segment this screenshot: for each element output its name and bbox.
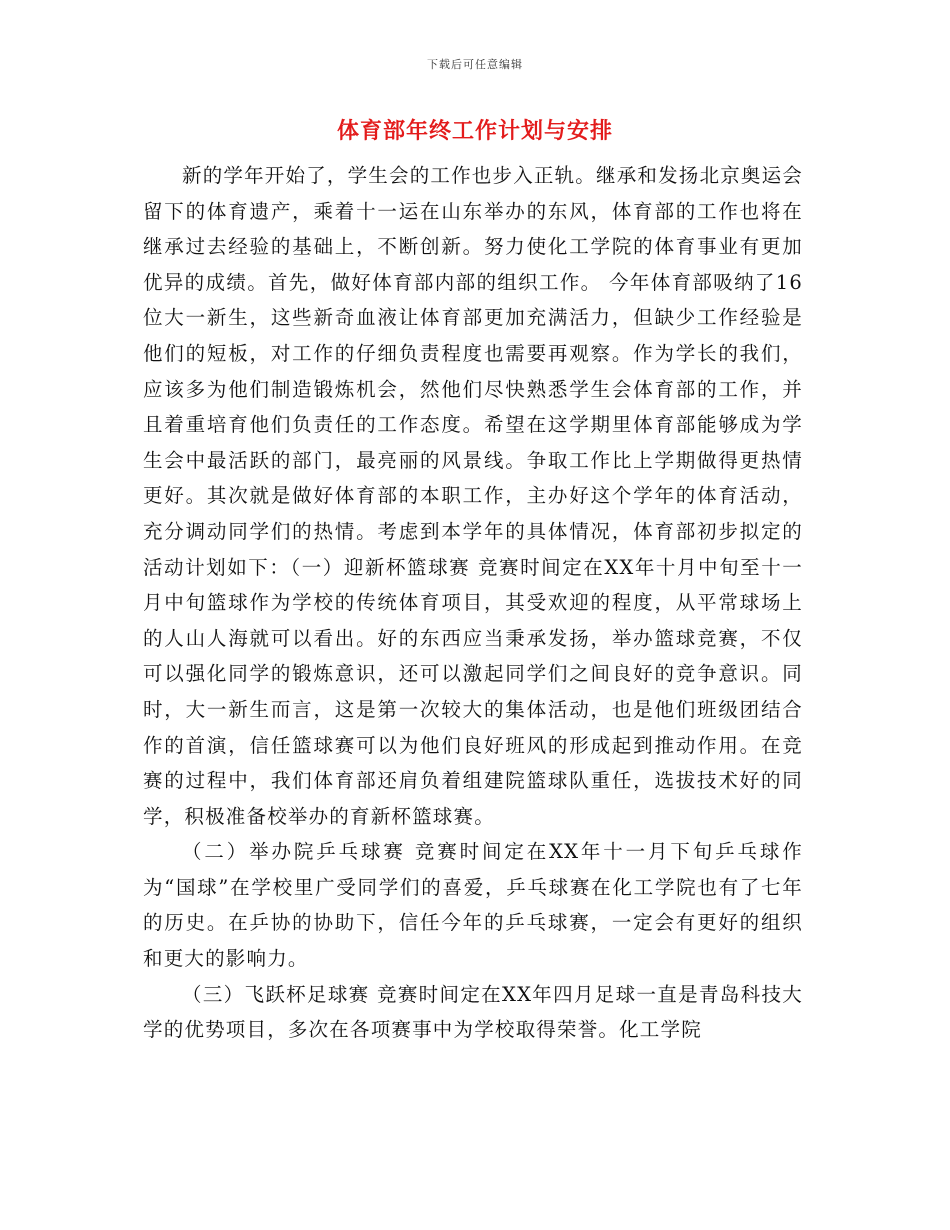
paragraph-1: 新的学年开始了，学生会的工作也步入正轨。继承和发扬北京奥运会留下的体育遗产，乘着十一运在山东举办的东风，体育部的工作也将在继承过去经验的基础上，不断创新。努力使化工学院的体育事业有更加优异的成绩。首先，做好体育部内部的组织工作。 今年体育部吸纳了16位大一新生，这些新奇血液让体育部更加充满活力，但缺少工作经验是他们的短板，对工作的仔细负责程度也需要再观察。作为学长的我们，应该多为他们制造锻炼机会，然他们尽快熟悉学生会体育部的工作，并且着重培育他们负责任的工作态度。希望在这学期里体育部能够成为学生会中最活跃的部门，最亮丽的风景线。争取工作比上学期做得更热情更好。其次就是做好体育部的本职工作，主办好这个学年的体育活动，充分调动同学们的热情。考虑到本学年的具体情况，体育部初步拟定的活动计划如下：（一）迎新杯篮球赛 竞赛时间定在XX年十月中旬至十一月中旬篮球作为学校的传统体育项目，其受欢迎的程度，从平常球场上的人山人海就可以看出。好的东西应当秉承发扬，举办篮球竞赛，不仅可以强化同学的锻炼意识，还可以激起同学们之间良好的竞争意识。同时，大一新生而言，这是第一次较大的集体活动，也是他们班级团结合作的首演，信任篮球赛可以为他们良好班风的形成起到推动作用。在竞赛的过程中，我们体育部还肩负着组建院篮球队重任，选拔技术好的同学，积极准备校举办的育新杯篮球赛。 — [143, 164, 804, 828]
document-title: 体育部年终工作计划与安排 — [336, 119, 613, 144]
document-body — [143, 158, 803, 1048]
paragraph-3: （三）飞跃杯足球赛 竞赛时间定在XX年四月足球一直是青岛科技大学的优势项目，多次在各项赛事中为学校取得荣誉。化工学院 — [143, 982, 803, 1042]
paragraph-2: （二）举办院乒乓球赛 竞赛时间定在XX年十一月下旬乒乓球作为“国球”在学校里广受同学们的喜爱，乒乓球赛在化工学院也有了七年的历史。在乒协的协助下，信任今年的乒乓球赛，一定会有更好的组织和更大的影响力。 — [143, 840, 803, 971]
header-note: 下载后可任意编辑 — [427, 58, 523, 71]
